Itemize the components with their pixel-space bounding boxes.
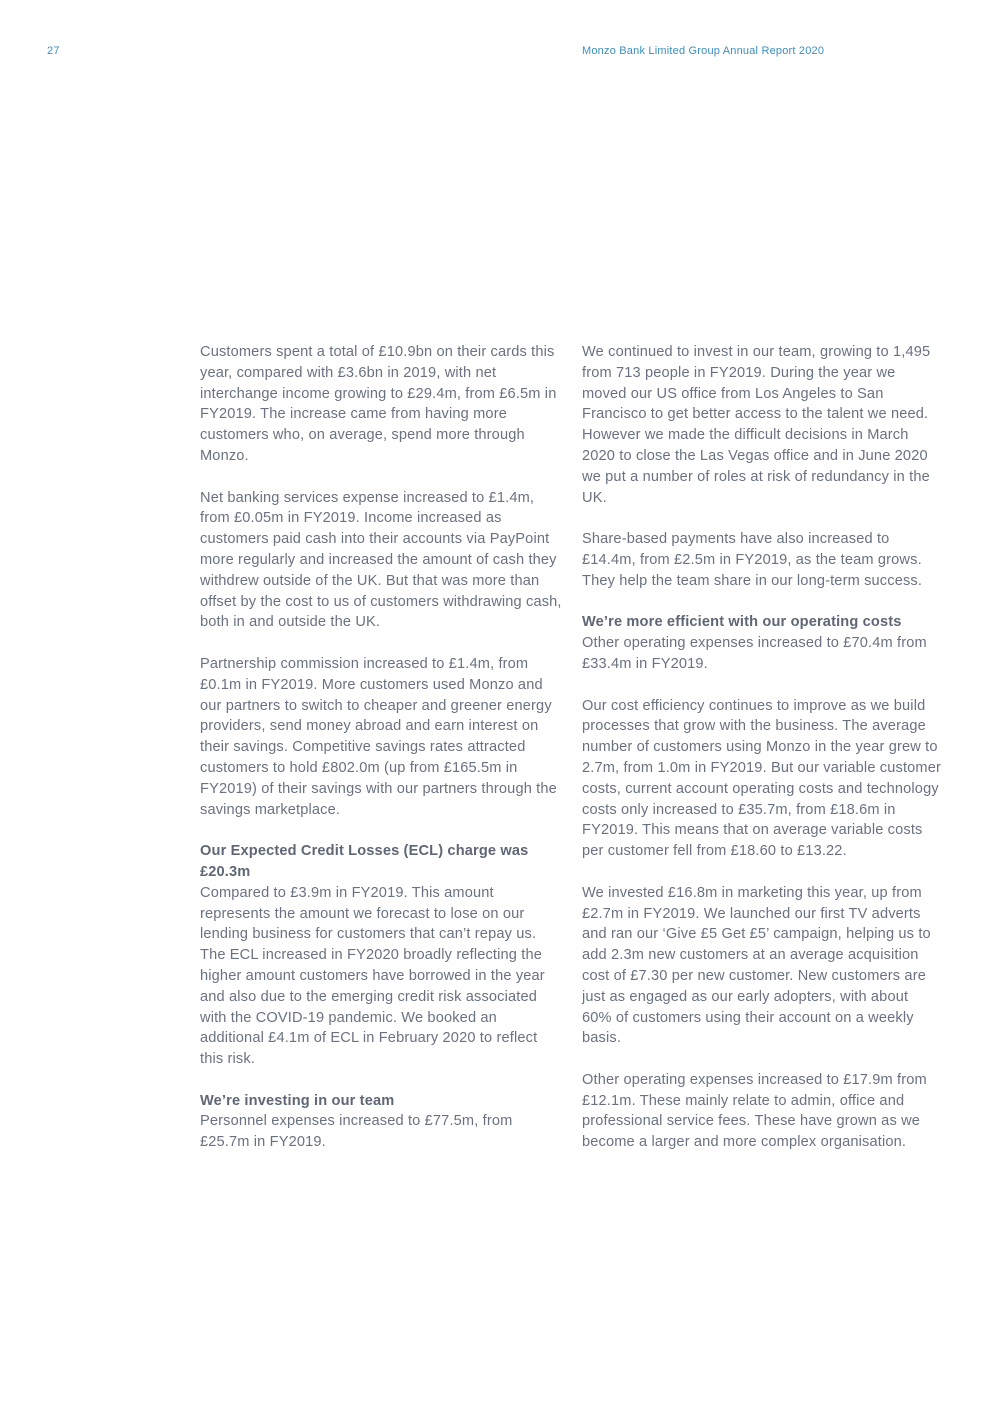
right-column: [582, 342, 942, 1174]
card-spending-paragraph: Customers spent a total of £10.9bn on their cards this year, compared with £3.6bn in 2019, with net interchange income growing to £29.4m, from £6.5m in FY2019. The increase came from having more customers who, on average, spend more through Monzo.: [200, 344, 557, 464]
cost-efficiency-paragraph: Our cost efficiency continues to improve as we build processes that grow with the business. The average number of customers using Monzo in the year grew to 2.7m, from 1.0m in FY2019. But our variable customer costs, current account operating costs and technology costs only increased to £35.7m, from £18.6m in FY2019. This means that on average variable costs per customer fell from £18.60 to £13.22.: [582, 697, 942, 860]
operating-expenses-paragraph: Other operating expenses increased to £70.4m from £33.4m in FY2019.: [582, 635, 927, 672]
other-expenses-paragraph: Other operating expenses increased to £17.9m from £12.1m. These mainly relate to admin, office and professional service fees. These have grown as we become a larger and more complex organisation.: [582, 1071, 927, 1151]
team-growth-paragraph: We continued to invest in our team, growing to 1,495 from 713 people in FY2019. During the year we moved our US office from Los Angeles to San Francisco to get better access to the talent we need. However we made the difficult decisions in March 2020 to close the Las Vegas office and in June 2020 we put a number of roles at risk of redundancy in the UK.: [582, 344, 931, 506]
ecl-heading: Our Expected Credit Losses (ECL) charge was £20.3m: [200, 843, 529, 880]
partnership-commission-paragraph: Partnership commission increased to £1.4m, from £0.1m in FY2019. More customers used Monzo and our partners to switch to cheaper and greener energy providers, send money abroad and earn interest on their savings. Competitive savings rates attracted customers to hold £802.0m (up from £165.5m in FY2019) of their savings with our partners through the savings marketplace.: [200, 655, 557, 818]
share-based-payments-paragraph: Share-based payments have also increased to £14.4m, from £2.5m in FY2019, as the team grows. They help the team share in our long-term success.: [582, 531, 923, 589]
personnel-expenses-paragraph: Personnel expenses increased to £77.5m, from £25.7m in FY2019.: [200, 1113, 513, 1151]
report-title: Monzo Bank Limited Group Annual Report 2020: [582, 45, 825, 57]
page-number: 27: [47, 45, 60, 57]
banking-services-paragraph: Net banking services expense increased to £1.4m, from £0.05m in FY2019. Income increased as customers paid cash into their accounts via PayPoint more regularly and increased the amount of cash they withdrew outside of the UK. But that was more than offset by the cost to us of customers withdrawing cash, both in and outside the UK.: [200, 489, 562, 631]
left-column: [200, 342, 564, 1174]
ecl-paragraph: Compared to £3.9m in FY2019. This amount represents the amount we forecast to lose on our lending business for customers that can’t repay us. The ECL increased in FY2020 broadly reflecting the higher amount customers have borrowed in the year and also due to the emerging credit risk associated with the COVID-19 pandemic. We booked an additional £4.1m of ECL in February 2020 to reflect this risk.: [200, 884, 545, 1068]
marketing-paragraph: We invested £16.8m in marketing this year, up from £2.7m in FY2019. We launched our first TV adverts and ran our ‘Give £5 Get £5’ campaign, helping us to add 2.3m new customers at an average acquisition cost of £7.30 per new customer. New customers are just as engaged as our early adopters, with about 60% of customers using their account on a weekly basis.: [582, 884, 931, 1047]
team-heading: We’re investing in our team: [200, 1092, 395, 1109]
operating-costs-heading: We’re more efficient with our operating costs: [582, 614, 902, 631]
